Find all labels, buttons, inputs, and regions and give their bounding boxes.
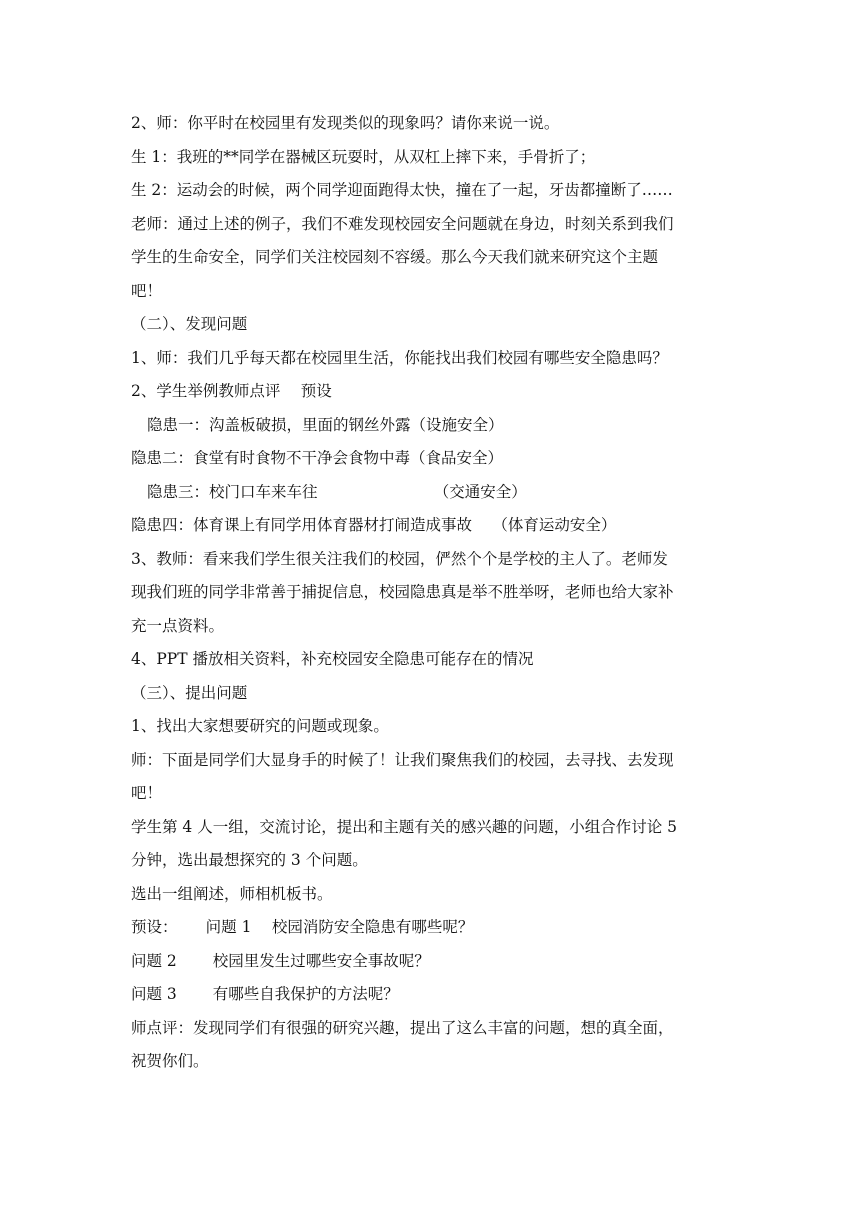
text-line: 分钟，选出最想探究的 3 个问题。	[131, 851, 368, 869]
document-body	[131, 107, 741, 1079]
text-line: 充一点资料。	[131, 616, 225, 635]
text-line: 1、找出大家想要研究的问题或现象。	[131, 717, 389, 735]
text-line: 隐患二：食堂有时食物不干净会食物中毒（食品安全）	[131, 449, 504, 467]
section-heading: （三）、提出问题	[131, 683, 248, 702]
text-line: 预设： 问题 1 校园消防安全隐患有哪些呢？	[131, 918, 474, 936]
text-line: 师：下面是同学们大显身手的时候了！让我们聚焦我们的校园，去寻找、去发现	[131, 750, 674, 769]
text-line: 隐患四：体育课上有同学用体育器材打闹造成事故 （体育运动安全）	[131, 516, 617, 534]
text-line: 老师：通过上述的例子，我们不难发现校园安全问题就在身边，时刻关系到我们	[131, 214, 674, 233]
text-line: 3、教师：看来我们学生很关注我们的校园，俨然个个是学校的主人了。老师发	[131, 549, 668, 568]
text-line: 生 2：运动会的时候，两个同学迎面跑得太快，撞在了一起，牙齿都撞断了……	[131, 181, 673, 199]
text-line: 2、学生举例教师点评 预设	[131, 382, 332, 400]
text-line: 隐患一：沟盖板破损，里面的钢丝外露（设施安全）	[147, 415, 504, 434]
text-line: 2、师：你平时在校园里有发现类似的现象吗？请你来说一说。	[131, 114, 560, 132]
text-line: 吧！	[131, 281, 163, 300]
text-line: 祝贺你们。	[131, 1052, 209, 1070]
section-heading: （二）、发现问题	[131, 315, 248, 333]
text-line: 问题 2 校园里发生过哪些安全事故呢？	[131, 951, 430, 970]
text-line: 学生的生命安全，同学们关注校园刻不容缓。那么今天我们就来研究这个主题	[131, 248, 659, 266]
text-line: 隐患三：校门口车来车往 （交通安全）	[147, 482, 527, 501]
text-line: 生 1：我班的**同学在器械区玩耍时，从双杠上摔下来，手骨折了；	[131, 147, 596, 166]
text-line: 现我们班的同学非常善于捕捉信息，校园隐患真是举不胜举呀，老师也给大家补	[131, 583, 674, 601]
text-line: 4、PPT 播放相关资料，补充校园安全隐患可能存在的情况	[131, 650, 534, 668]
text-line: 1、师：我们几乎每天都在校园里生活，你能找出我们校园有哪些安全隐患吗？	[131, 348, 668, 367]
text-line: 问题 3 有哪些自我保护的方法呢？	[131, 985, 399, 1003]
text-line: 选出一组阐述，师相机板书。	[131, 884, 333, 903]
text-line: 吧！	[131, 784, 163, 802]
text-line: 学生第 4 人一组，交流讨论，提出和主题有关的感兴趣的问题，小组合作讨论 5	[131, 817, 678, 836]
text-line: 师点评：发现同学们有很强的研究兴趣，提出了这么丰富的问题，想的真全面，	[131, 1018, 674, 1037]
